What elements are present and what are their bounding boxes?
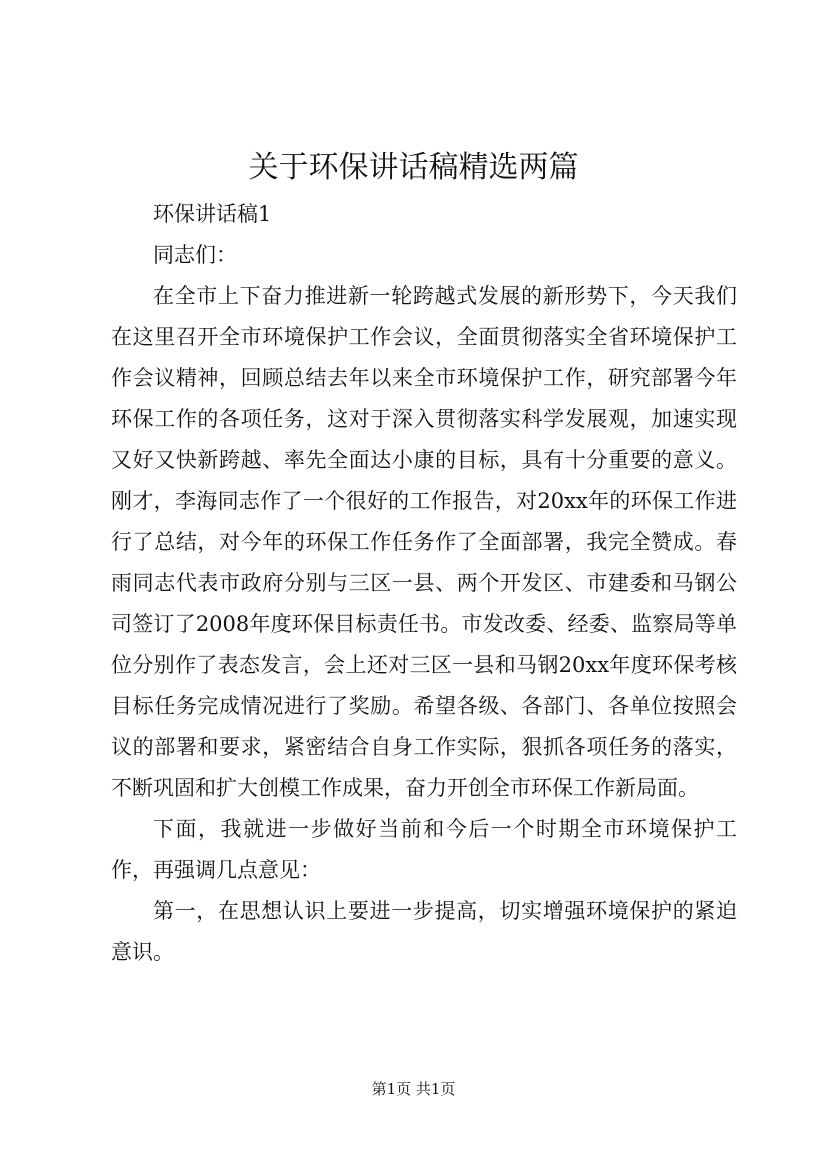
- salutation: 同志们：: [153, 243, 237, 267]
- body-paragraph-1: 在全市上下奋力推进新一轮跨越式发展的新形势下，今天我们在这里召开全市环境保护工作会议，全面贯彻落实全省环境保护工作会议精神，回顾总结去年以来全市环境保护工作，研究部署今年环保工作的各项任务，这对于深入贯彻落实科学发展观，加速实现又好又快新跨越、率先全面达小康的目标，具有十分重要的意义。刚才，李海同志作了一个很好的工作报告，对20xx年的环保工作进行了总结，对今年的环保工作任务作了全面部署，我完全赞成。春雨同志代表市政府分别与三区一县、两个开发区、市建委和马钢公司签订了2008年度环保目标责任书。市发改委、经委、监察局等单位分别作了表态发言，会上还对三区一县和马钢20xx年度环保考核目标任务完成情况进行了奖励。希望各级、各部门、各单位按照会议的部署和要求，紧密结合自身工作实际，狠抓各项任务的落实，不断巩固和扩大创模工作成果，奋力开创全市环保工作新局面。: [111, 284, 737, 800]
- section-heading: 环保讲话稿1: [153, 202, 272, 226]
- page-number-footer: 第1页 共1页: [371, 1080, 456, 1098]
- body-paragraph-3: 第一，在思想认识上要进一步提高，切实增强环境保护的紧迫意识。: [111, 899, 737, 964]
- body-paragraph-2: 下面，我就进一步做好当前和今后一个时期全市环境保护工作，再强调几点意见：: [111, 817, 737, 882]
- document-body: [111, 194, 737, 973]
- document-title: 关于环保讲话稿精选两篇: [248, 150, 579, 185]
